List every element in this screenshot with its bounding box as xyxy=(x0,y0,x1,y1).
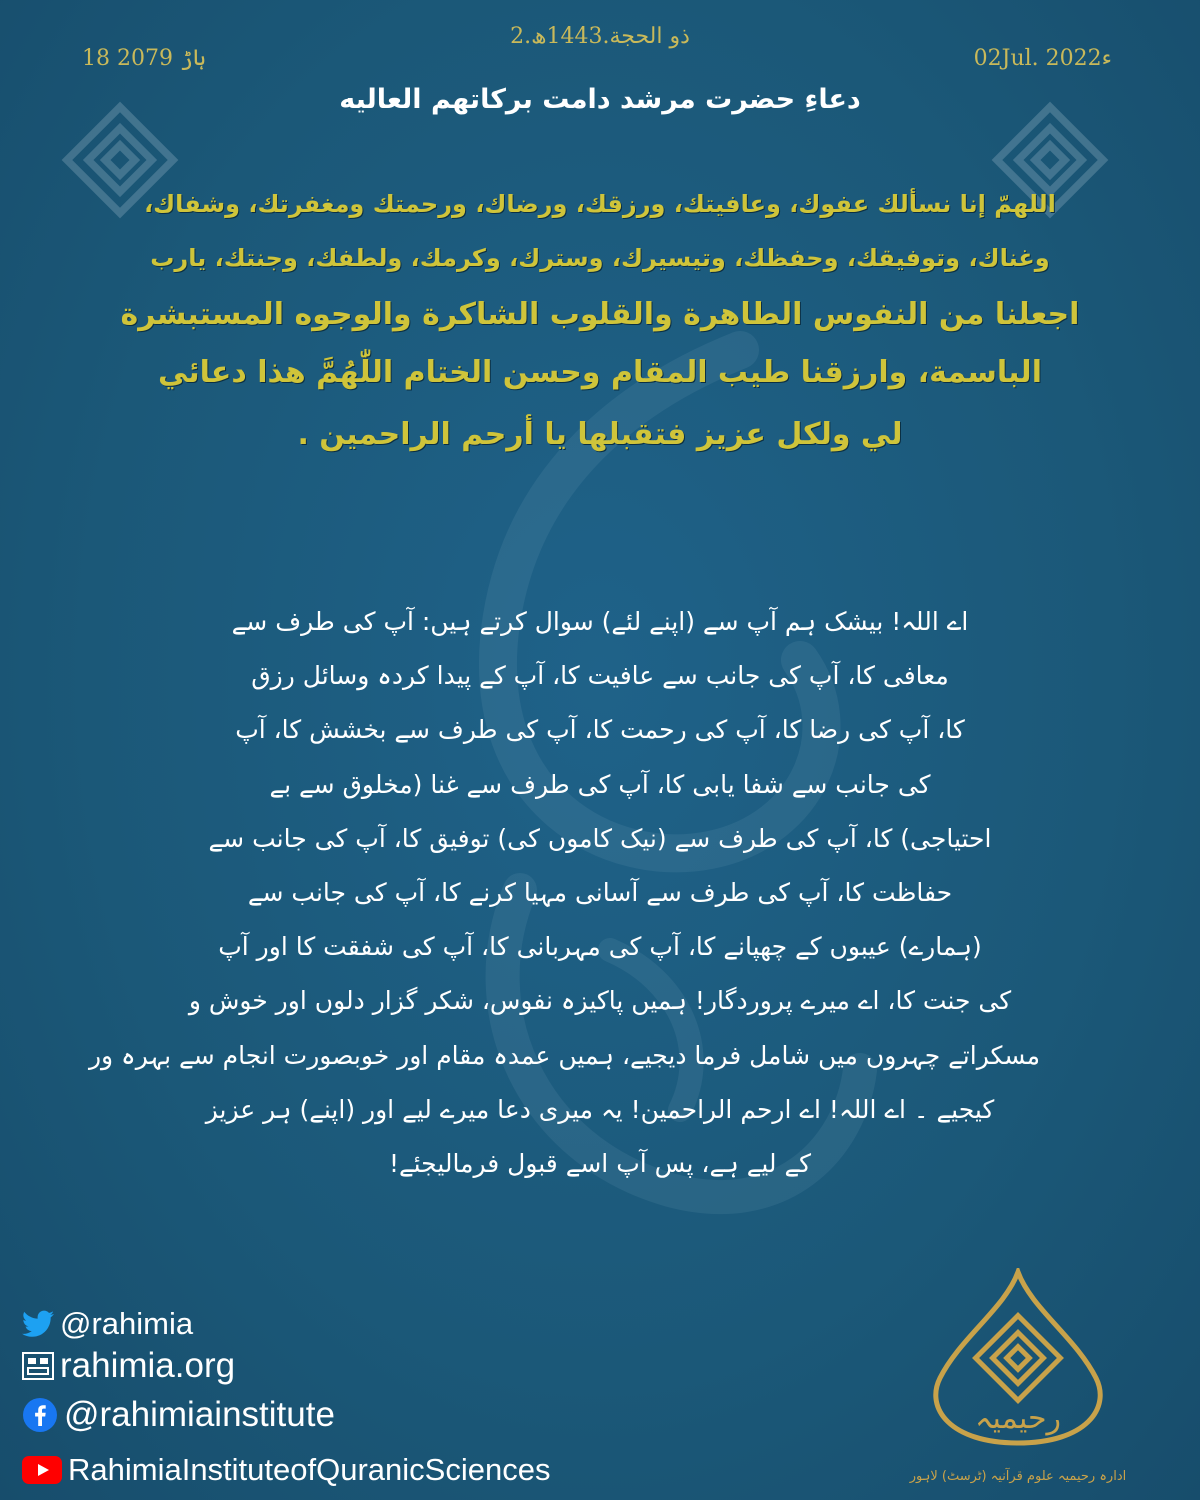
facebook-handle: @rahimiainstitute xyxy=(64,1395,335,1434)
hijri-date: 2.ذو الحجة.1443ھ xyxy=(510,24,690,49)
arabic-dua-line-3: اجعلنا من النفوس الطاهرة والقلوب الشاكرة والوجوه المستبشرة xyxy=(120,297,1080,332)
web-icon xyxy=(22,1352,54,1380)
urdu-line: مسکراتے چہروں میں شامل فرما دیجیے، ہمیں عمدہ مقام اور خوبصورت انجام سے بہرہ ور xyxy=(88,1040,1040,1070)
twitter-handle: @rahimia xyxy=(60,1306,194,1341)
youtube-link[interactable] xyxy=(22,1452,550,1488)
gregorian-date: 02Jul. 2022ء xyxy=(973,46,1112,71)
website-link[interactable] xyxy=(22,1346,235,1386)
arabic-dua-line-4: الباسمة، وارزقنا طيب المقام وحسن الختام اللّٰهُمَّ هذا دعائي xyxy=(158,355,1042,390)
urdu-line: (ہمارے) عیبوں کے چھپانے کا، آپ کی مہربانی کا، آپ کی شفقت کا اور آپ xyxy=(218,932,982,962)
youtube-channel: RahimiaInstituteofQuranicSciences xyxy=(68,1452,551,1487)
urdu-line: کی جنت کا، اے میرے پروردگار! ہمیں پاکیزہ نفوس، شکر گزار دلوں اور خوش و xyxy=(188,986,1012,1016)
website-url: rahimia.org xyxy=(60,1346,236,1385)
logo-subtitle: ادارہ رحیمیہ علوم قرآنیہ (ٹرسٹ) لاہور xyxy=(909,1469,1127,1484)
urdu-line: کے لیے ہے، پس آپ اسے قبول فرمالیجئے! xyxy=(388,1149,812,1179)
arabic-dua-line-1: اللهمّ إنا نسألك عفوك، وعافيتك، ورزقك، ورضاك، ورحمتك ومغفرتك، وشفاك، xyxy=(144,190,1056,218)
youtube-icon xyxy=(22,1456,62,1484)
urdu-line: کا، آپ کی رضا کا، آپ کی رحمت کا، آپ کی طرف سے بخشش کا، آپ xyxy=(235,715,965,745)
arabic-dua-line-5: لي ولكل عزيز فتقبلها يا أرحم الراحمين . xyxy=(297,417,903,452)
urdu-line: معافی کا، آپ کی جانب سے عافیت کا، آپ کے پیدا کردہ وسائل رزق xyxy=(251,661,949,691)
rahimia-logo xyxy=(900,1268,1190,1498)
facebook-icon xyxy=(22,1397,58,1433)
urdu-line: اے اللہ! بیشک ہم آپ سے (اپنے لئے) سوال کرتے ہیں: آپ کی طرف سے xyxy=(231,607,969,636)
arabic-dua-line-2: وغناك، وتوفيقك، وحفظك، وتيسيرك، وسترك، وكرمك، ولطفك، وجنتك، يارب xyxy=(150,244,1050,272)
urdu-translation xyxy=(88,595,1040,1191)
logo-name: رحیمیہ xyxy=(974,1401,1062,1436)
urdu-line: کی جانب سے شفا یابی کا، آپ کی طرف سے غنا (مخلوق سے بے xyxy=(269,769,931,799)
logo-emblem xyxy=(900,1268,1190,1498)
bikrami-date: 18 ہاڑ 2079 xyxy=(82,46,206,71)
twitter-link[interactable] xyxy=(22,1306,193,1342)
urdu-line: حفاظت کا، آپ کی طرف سے آسانی مہیا کرنے کا، آپ کی جانب سے xyxy=(247,878,953,908)
urdu-line: کیجیے ۔ اے اللہ! اے ارحم الراحمین! یہ میری دعا میرے لیے اور (اپنے) ہر عزیز xyxy=(205,1094,995,1124)
facebook-link[interactable] xyxy=(22,1395,335,1435)
urdu-line: احتیاجی) کا، آپ کی طرف سے (نیک کاموں کی) توفیق کا، آپ کی جانب سے xyxy=(208,823,992,853)
twitter-icon xyxy=(22,1310,54,1338)
page-title: دعاءِ حضرت مرشد دامت برکاتهم العالیه xyxy=(339,84,861,115)
